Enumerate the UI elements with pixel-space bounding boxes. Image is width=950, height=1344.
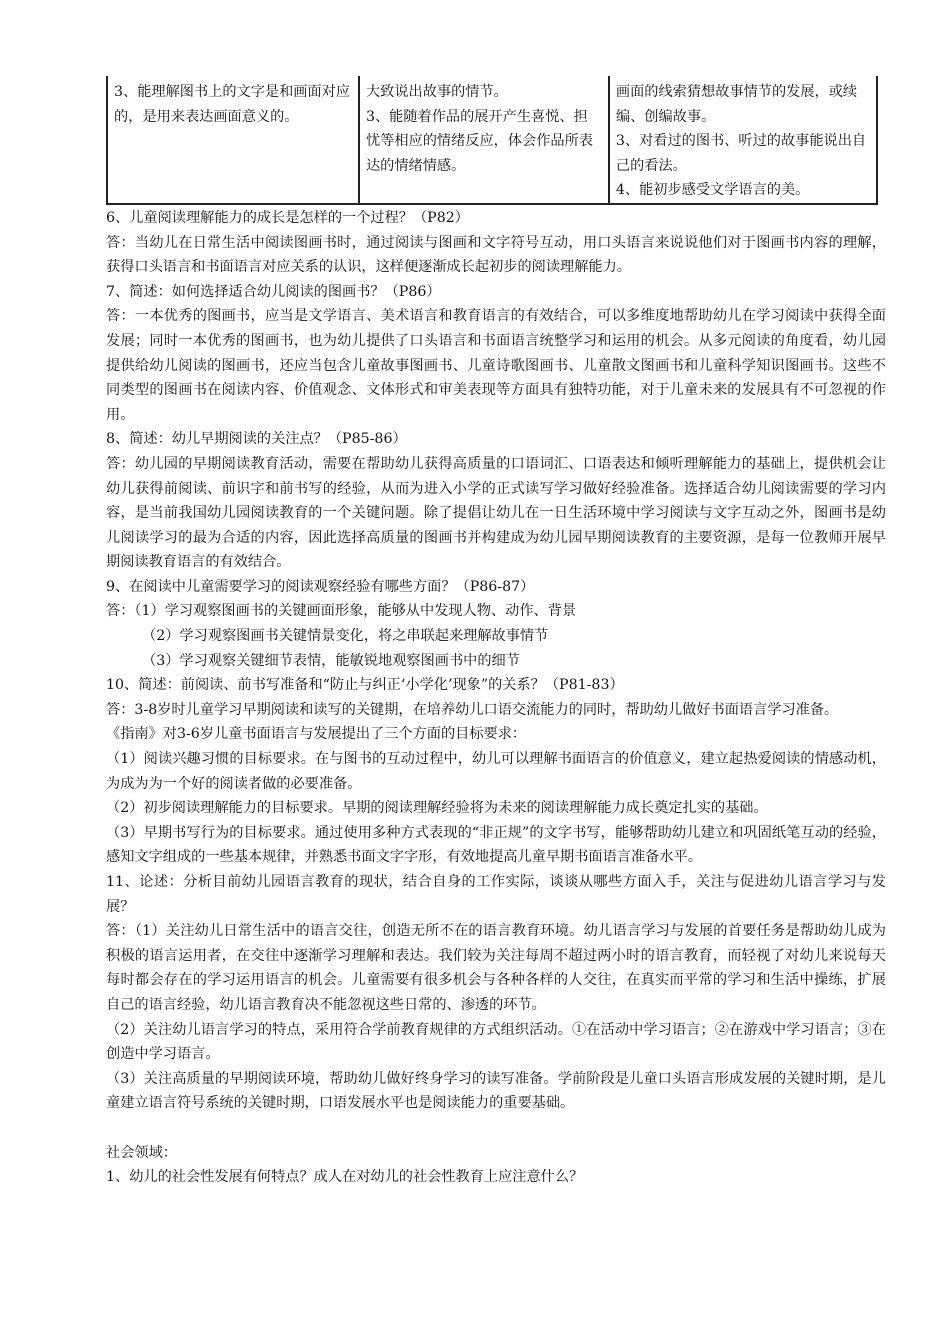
question-7: 7、简述：如何选择适合幼儿阅读的图画书？（P86） xyxy=(106,283,441,300)
question-9: 9、在阅读中儿童需要学习的阅读观察经验有哪些方面？（P86-87） xyxy=(106,578,535,595)
answer-11-item-3: （3）关注高质量的早期阅读环境，帮助幼儿做好终身学习的读写准备。学前阶段是儿童口头语言形成发展的关键时期，是儿童建立语言符号系统的关键时期，口语发展水平也是阅读能力的重要基础。 xyxy=(106,1070,886,1112)
answer-10: 答：3-8岁时儿童学习早期阅读和读写的关键期，在培养幼儿口语交流能力的同时，帮助幼儿做好书面语言学习准备。 xyxy=(106,701,839,718)
answer-9-item-2: （2）学习观察图画书关键情景变化，将之串联起来理解故事情节 xyxy=(142,628,549,645)
social-question-1: 1、幼儿的社会性发展有何特点？成人在对幼儿的社会性教育上应注意什么？ xyxy=(106,1169,584,1186)
guide-item-2: （2）初步阅读理解能力的目标要求。早期的阅读理解经验将为未来的阅读理解能力成长奠定扎实的基础。 xyxy=(106,800,768,817)
cell-text: 4、能初步感受文学语言的美。 xyxy=(615,182,810,199)
cell-text: 3、能理解图书上的文字是和画面对应的，是用来表达画面意义的。 xyxy=(114,84,351,125)
question-10: 10、简述：前阅读、前书写准备和“防止与纠正‘小学化’现象”的关系？（P81-83） xyxy=(106,677,624,694)
table-cell-col1 xyxy=(107,76,359,204)
answer-7: 答：一本优秀的图画书，应当是文学语言、美术语言和教育语言的有效结合，可以多维度地帮助幼儿在学习阅读中获得全面发展；同时一本优秀的图画书，也为幼儿提供了口头语言和书面语言统整学习和运用的机会。从多元阅读的角度看，幼儿园提供给幼儿阅读的图画书，还应当包含儿童故事图画书、儿童诗歌图画书、儿童散文图画书和儿童科学知识图画书。这些不同类型的图画书在阅读内容、价值观念、文体形式和审美表现等方面具有独特功能，对于儿童未来的发展具有不可忽视的作用。 xyxy=(106,308,886,423)
guide-item-1: （1）阅读兴趣习惯的目标要求。在与图书的互动过程中，幼儿可以理解书面语言的价值意义，建立起热爱阅读的情感动机，为成为为一个好的阅读者做的必要准备。 xyxy=(106,751,886,792)
cell-text: 大致说出故事的情节。 xyxy=(365,84,508,100)
question-6: 6、儿童阅读理解能力的成长是怎样的一个过程？（P82） xyxy=(106,209,469,226)
cell-text: 画面的线索猜想故事情节的发展，或续编、创编故事。 xyxy=(615,84,858,125)
question-11: 11、论述：分析目前幼儿园语言教育的现状，结合自身的工作实际，谈谈从哪些方面入手，关注与促进幼儿语言学习与发展？ xyxy=(106,874,886,915)
section-heading-social: 社会领域： xyxy=(106,1144,177,1161)
guide-item-3: （3）早期书写行为的目标要求。通过使用多种方式表现的“非正规”的文字书写，能够帮助幼儿建立和巩固纸笔互动的经验，感知文字组成的一些基本规律，并熟悉书面文字字形，有效地提高儿童早期书面语言准备水平。 xyxy=(106,824,886,866)
goals-table xyxy=(106,76,878,205)
table-cell-col3 xyxy=(609,76,877,204)
blank-line xyxy=(106,1116,886,1141)
cell-text: 3、能随着作品的展开产生喜悦、担忧等相应的情绪反应，体会作品所表达的情绪情感。 xyxy=(365,108,593,174)
answer-9-item-1: 答：（1）学习观察图画书的关键画面形象，能够从中发现人物、动作、背景 xyxy=(106,603,577,620)
table-cell-col2 xyxy=(359,76,609,204)
document-page xyxy=(106,76,886,1190)
answer-9-item-3: （3）学习观察关键细节表情，能敏锐地观察图画书中的细节 xyxy=(142,652,520,669)
cell-text: 3、对看过的图书、听过的故事能说出自己的看法。 xyxy=(615,133,867,174)
answer-8: 答：幼儿园的早期阅读教育活动，需要在帮助幼儿获得高质量的口语词汇、口语表达和倾听理解能力的基础上，提供机会让幼儿获得前阅读、前识字和前书写的经验，从而为进入小学的正式读写学习做好经验准备。选择适合幼儿阅读需要的学习内容，是当前我国幼儿园阅读教育的一个关键问题。除了提倡让幼儿在一日生活环境中学习阅读与文字互动之外，图画书是幼儿阅读学习的最为合适的内容，因此选择高质量的图画书并构建成为幼儿园早期阅读教育的主要资源，是每一位教师开展早期阅读教育语言的有效结合。 xyxy=(106,455,886,571)
answer-11-item-1: 答：（1）关注幼儿日常生活中的语言交往，创造无所不在的语言教育环境。幼儿语言学习与发展的首要任务是帮助幼儿成为积极的语言运用者，在交往中逐渐学习理解和表达。我们较为关注每周不超过两小时的语言教育，而轻视了对幼儿来说每天每时都会存在的学习运用语言的机会。儿童需要有很多机会与各种各样的人交往，在真实而平常的学习和生活中操练，扩展自己的语言经验，幼儿语言教育决不能忽视这些日常的、渗透的环节。 xyxy=(106,923,886,1013)
question-8: 8、简述：幼儿早期阅读的关注点？（P85-86） xyxy=(106,431,407,448)
table-row xyxy=(107,76,877,204)
guide-statement: 《指南》对3-6岁儿童书面语言与发展提出了三个方面的目标要求： xyxy=(106,726,527,743)
answer-11-item-2: （2）关注幼儿语言学习的特点，采用符合学前教育规律的方式组织活动。①在活动中学习语言；②在游戏中学习语言；③在创造中学习语言。 xyxy=(106,1021,886,1063)
answer-6: 答：当幼儿在日常生活中阅读图画书时，通过阅读与图画和文字符号互动，用口头语言来说说他们对于图画书内容的理解，获得口头语言和书面语言对应关系的认识，这样便逐渐成长起初步的阅读理解能力。 xyxy=(106,234,886,276)
